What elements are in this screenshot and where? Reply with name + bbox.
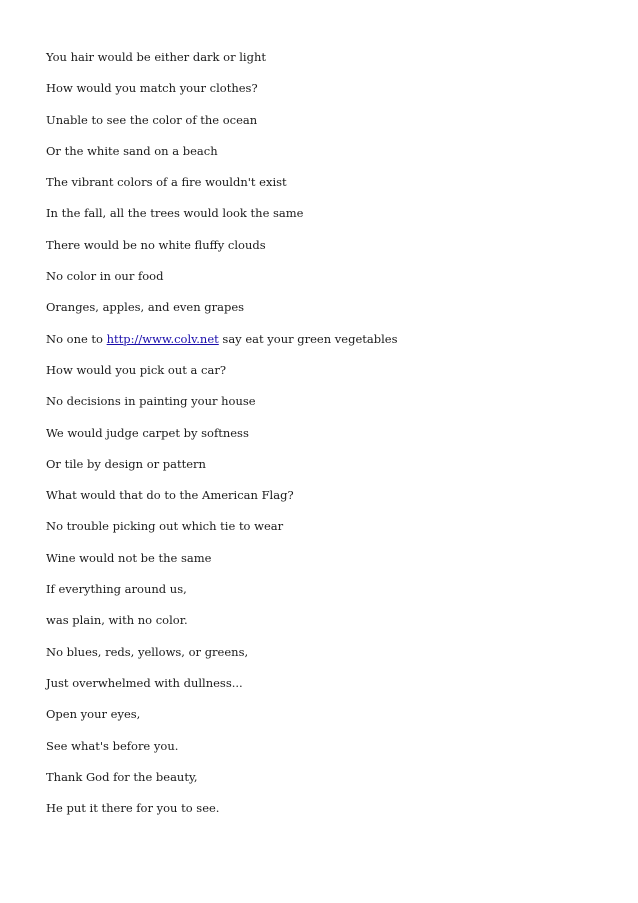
link-suffix-text: say eat your green vegetables bbox=[218, 331, 398, 346]
poem-line: No blues, reds, yellows, or greens, bbox=[46, 644, 249, 659]
poem-line: If everything around us, bbox=[46, 582, 187, 597]
poem-line: How would you match your clothes? bbox=[46, 81, 258, 96]
poem-line: You hair would be either dark or light bbox=[46, 50, 266, 64]
colv-link[interactable]: http://www.colv.net bbox=[106, 331, 219, 346]
poem-line: See what's before you. bbox=[46, 738, 179, 753]
poem-line: What would that do to the American Flag? bbox=[46, 488, 294, 503]
poem-body bbox=[46, 50, 397, 832]
poem-line: Unable to see the color of the ocean bbox=[46, 112, 258, 127]
poem-line-with-link bbox=[46, 332, 397, 363]
poem-line: No decisions in painting your house bbox=[46, 394, 256, 409]
poem-line: The vibrant colors of a fire wouldn't exist bbox=[46, 175, 287, 190]
link-prefix-text: No one to bbox=[46, 331, 107, 346]
poem-line: No color in our food bbox=[46, 269, 164, 284]
poem-line: Wine would not be the same bbox=[46, 550, 212, 565]
poem-line: Oranges, apples, and even grapes bbox=[46, 300, 245, 315]
poem-line: Just overwhelmed with dullness... bbox=[46, 675, 243, 690]
poem-line: There would be no white fluffy clouds bbox=[46, 237, 266, 252]
poem-line: was plain, with no color. bbox=[46, 613, 188, 628]
poem-line: Or the white sand on a beach bbox=[46, 143, 218, 158]
poem-line: Open your eyes, bbox=[46, 707, 141, 722]
poem-line: He put it there for you to see. bbox=[46, 801, 220, 816]
poem-line: In the fall, all the trees would look the same bbox=[46, 206, 304, 221]
poem-line: Or tile by design or pattern bbox=[46, 456, 206, 471]
poem-line: Thank God for the beauty, bbox=[46, 769, 198, 784]
poem-line: We would judge carpet by softness bbox=[46, 425, 249, 440]
poem-line: How would you pick out a car? bbox=[46, 362, 226, 377]
poem-line: No trouble picking out which tie to wear bbox=[46, 519, 284, 534]
